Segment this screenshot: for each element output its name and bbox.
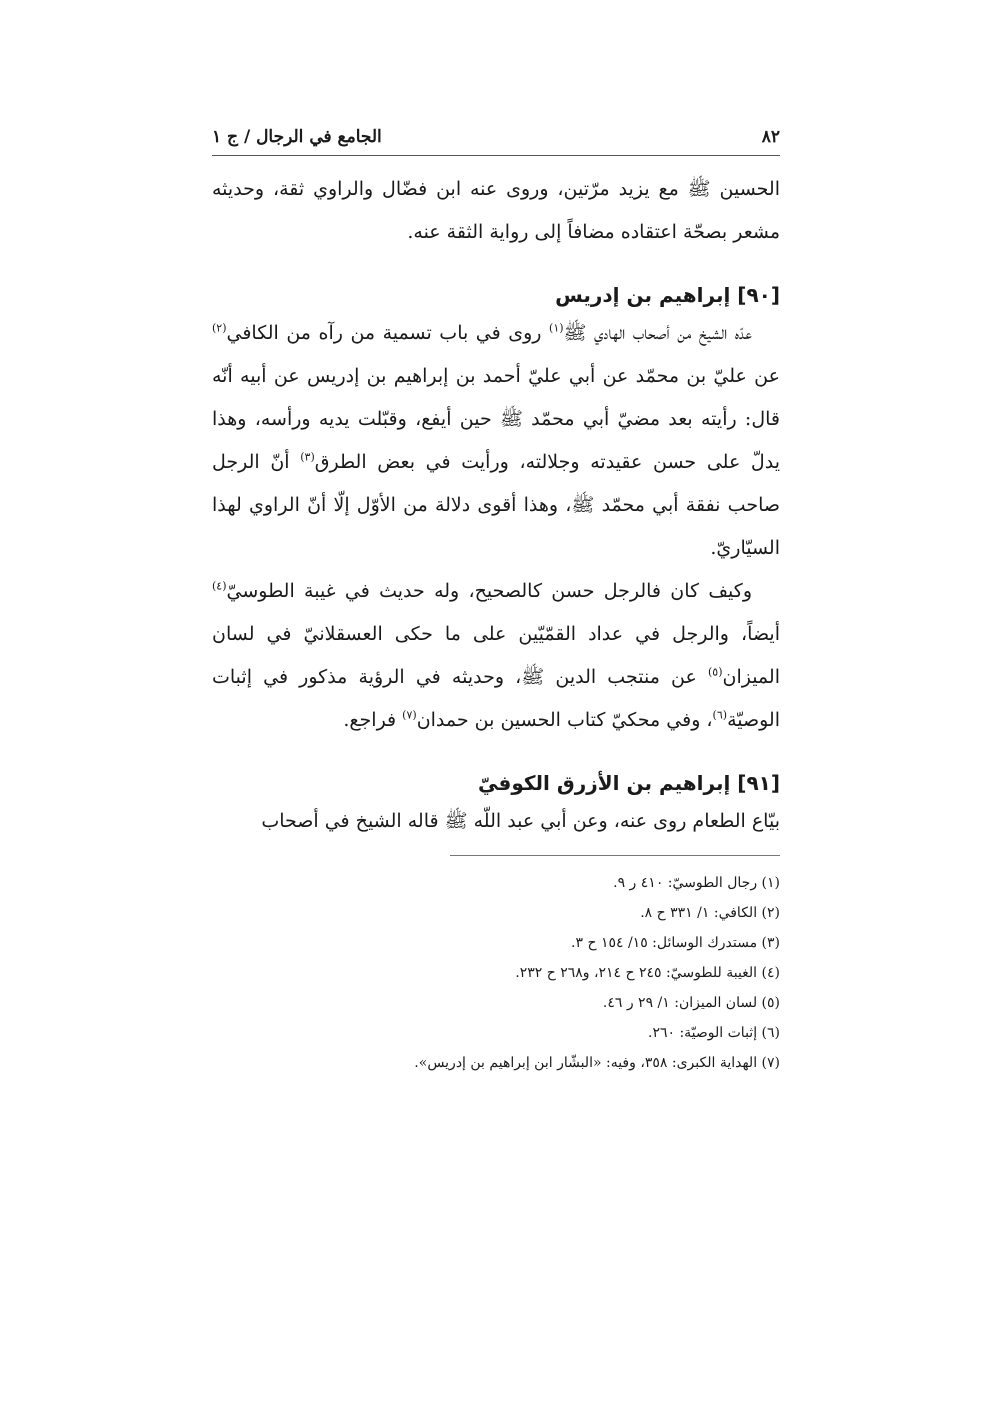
page-number: ٨٢ [761,127,780,147]
text-run: روى في باب تسمية من رآه من الكافي [226,322,550,344]
paragraph-entry-91: بيّاع الطعام روى عنه، وعن أبي عبد اللّه ﷺ قاله الشيخ في أصحاب [261,810,780,832]
book-page [212,0,780,1403]
footnote-ref-7[interactable]: (٧) [402,708,417,722]
text-run: عن منتجب الدين ﷺ، وحديثه في الرؤية مذكور في إثبات الوصيّة [212,666,780,731]
running-title: الجامع في الرجال / ج ١ [212,127,382,147]
text-run: عن عليّ بن محمّد عن أبي عليّ أحمد بن إبراهيم بن إدريس عن أبيه أنّه قال: رأيته بعد مضيّ أبي محمّد ﷺ حين أيفع، وقبّلت يديه ورأسه، وهذا يدلّ على حسن عقيدته وجلالته، ورأيت في بعض الطرق [212,365,780,473]
footnote-6: (٦) إثبات الوصيّة: ٢٦٠. [647,1025,780,1041]
main-text [212,168,780,843]
entry-heading-91: [٩١] إبراهيم بن الأزرق الكوفيّ [478,771,780,795]
entry-heading-90: [٩٠] إبراهيم بن إدريس [555,283,780,307]
paragraph-entry-90 [212,312,780,570]
footnote-4: (٤) الغيبة للطوسيّ: ٢٤٥ ح ٢١٤، و٢٦٨ ح ٢٣٢. [515,965,780,981]
text-run: أيضاً، والرجل في عداد القمّيّين على ما حكى العسقلانيّ في لسان الميزان [212,623,780,688]
footnote-ref-1[interactable]: (١) [549,321,564,335]
footnote-7: (٧) الهداية الكبرى: ٣٥٨، وفيه: «البشّار ابن إبراهيم بن إدريس». [414,1055,780,1071]
footnote-1: (١) رجال الطوسيّ: ٤١٠ ر ٩. [613,875,780,891]
footnotes [212,868,780,1078]
page-header [212,122,780,152]
footnote-2: (٢) الكافي: ١/ ٣٣١ ح ٨. [640,905,780,921]
text-run: فراجع. [343,709,403,731]
footnote-ref-4[interactable]: (٤) [212,579,227,593]
text-run: ، وفي محكيّ كتاب الحسين بن حمدان [416,709,713,731]
text-run: عدّه الشيخ من أصحاب الهادي ﷺ [563,322,752,344]
footnote-ref-5[interactable]: (٥) [707,665,723,679]
paragraph-continuation: الحسين ﷺ مع يزيد مرّتين، وروى عنه ابن فضّال والراوي ثقة، وحديثه مشعر بصحّة اعتقاده مضافاً إلى رواية الثقة عنه. [212,178,780,243]
footnote-5: (٥) لسان الميزان: ١/ ٢٩ ر ٤٦. [602,995,780,1011]
header-divider [212,155,780,156]
footnote-ref-6[interactable]: (٦) [712,708,728,722]
footnote-ref-3[interactable]: (٣) [300,450,315,464]
text-run: أنّ الرجل صاحب نفقة أبي محمّد ﷺ، وهذا أقوى دلالة من الأوّل إلّا أنّ الراوي لهذا السيّاريّ. [212,451,780,559]
footnote-divider [450,855,780,856]
footnote-ref-2[interactable]: (٢) [212,321,227,335]
text-run: وكيف كان فالرجل حسن كالصحيح، وله حديث في غيبة الطوسيّ [226,580,752,602]
footnote-3: (٣) مستدرك الوسائل: ١٥/ ١٥٤ ح ٣. [571,935,780,951]
paragraph-entry-90-cont [212,570,780,742]
